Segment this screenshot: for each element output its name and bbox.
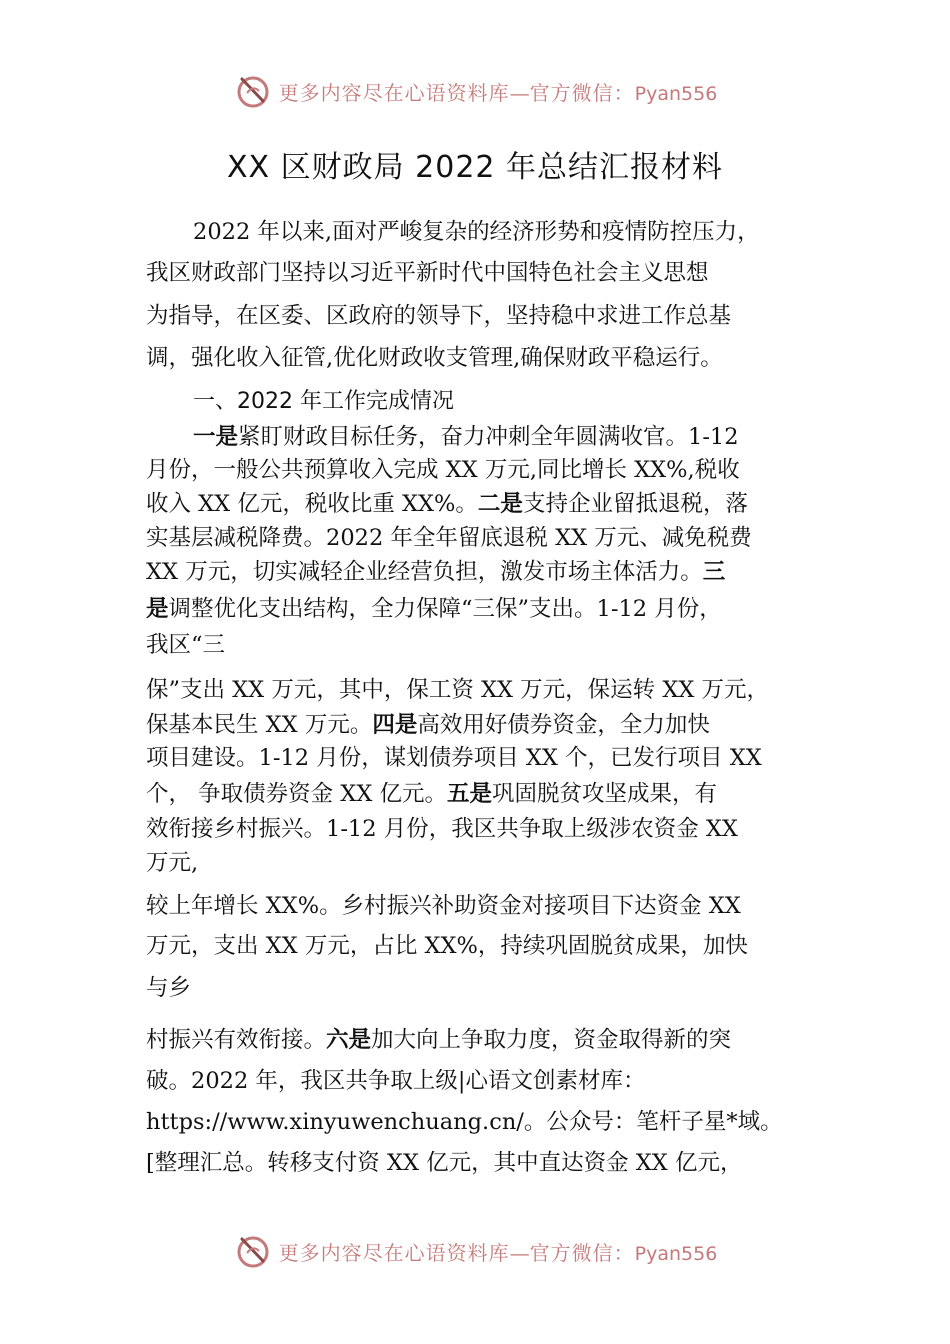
body-line-7: 我区“三 (146, 632, 226, 658)
body-line-15: 万元，支出 XX 万元，占比 XX%，持续巩固脱贫成果，加快 (146, 933, 748, 959)
bold-marker-3a: 三 (702, 559, 726, 585)
body-line-14: 较上年增长 XX%。乡村振兴补助资金对接项目下达资金 XX (146, 893, 741, 919)
bold-marker-5: 五是 (447, 781, 493, 807)
intro-line-3: 为指导，在区委、区政府的领导下，坚持稳中求进工作总基 (146, 303, 732, 329)
watermark-text: 更多内容尽在心语资料库—官方微信：Pyan556 (278, 80, 718, 105)
brush-circle-logo-icon (233, 71, 273, 111)
section-heading: 一、2022 年工作完成情况 (193, 389, 454, 414)
body-line-17: 村振兴有效衔接。六是加大向上争取力度，资金取得新的突 (146, 1027, 732, 1053)
bold-marker-6: 六是 (326, 1027, 372, 1053)
bold-marker-3b: 是 (146, 596, 169, 622)
body-line-11: 个， 争取债券资金 XX 亿元。五是巩固脱贫攻坚成果，有 (146, 781, 718, 807)
body-line-10: 项目建设。1-12 月份，谋划债券项目 XX 个，已发行项目 XX (146, 745, 762, 771)
body-line-1: 一是紧盯财政目标任务，奋力冲刺全年圆满收官。1-12 (193, 424, 739, 450)
body-line-13: 万元, (146, 850, 199, 876)
body-line-9: 保基本民生 XX 万元。四是高效用好债券资金，全力加快 (146, 712, 710, 738)
brush-circle-logo-icon (233, 1231, 273, 1271)
body-line-20: [整理汇总。转移支付资 XX 亿元，其中直达资金 XX 亿元， (146, 1150, 743, 1176)
watermark-footer (0, 1228, 950, 1274)
body-line-5: XX 万元，切实减轻企业经营负担，激发市场主体活力。三 (146, 559, 726, 585)
bold-marker-2: 二是 (477, 491, 523, 517)
watermark-header (0, 68, 950, 114)
body-line-3: 收入 XX 亿元，税收比重 XX%。二是支持企业留抵退税，落 (146, 491, 748, 517)
watermark-text: 更多内容尽在心语资料库—官方微信：Pyan556 (278, 1240, 718, 1265)
intro-line-2: 我区财政部门坚持以习近平新时代中国特色社会主义思想 (146, 260, 709, 286)
body-line-4: 实基层减税降费。2022 年全年留底退税 XX 万元、减免税费 (146, 525, 752, 551)
body-line-6: 是调整优化支出结构，全力保障“三保”支出。1-12 月份， (146, 596, 722, 622)
body-line-2: 月份，一般公共预算收入完成 XX 万元,同比增长 XX%,税收 (146, 457, 740, 483)
body-line-16: 与乡 (146, 975, 192, 1001)
body-line-18: 破。2022 年，我区共争取上级|心语文创素材库： (146, 1068, 646, 1094)
page-title: XX 区财政局 2022 年总结汇报材料 (226, 150, 724, 185)
intro-line-1: 2022 年以来,面对严峻复杂的经济形势和疫情防控压力， (193, 219, 760, 245)
body-line-12: 效衔接乡村振兴。1-12 月份，我区共争取上级涉农资金 XX (146, 816, 738, 842)
body-line-8: 保”支出 XX 万元，其中，保工资 XX 万元，保运转 XX 万元， (146, 677, 770, 703)
intro-line-4: 调，强化收入征管,优化财政收支管理,确保财政平稳运行。 (146, 345, 723, 371)
body-line-19: https://www.xinyuwenchuang.cn/。公众号：笔杆子星*域。 (146, 1109, 783, 1135)
bold-marker-4: 四是 (372, 712, 418, 738)
bold-marker-1: 一是 (193, 424, 239, 450)
